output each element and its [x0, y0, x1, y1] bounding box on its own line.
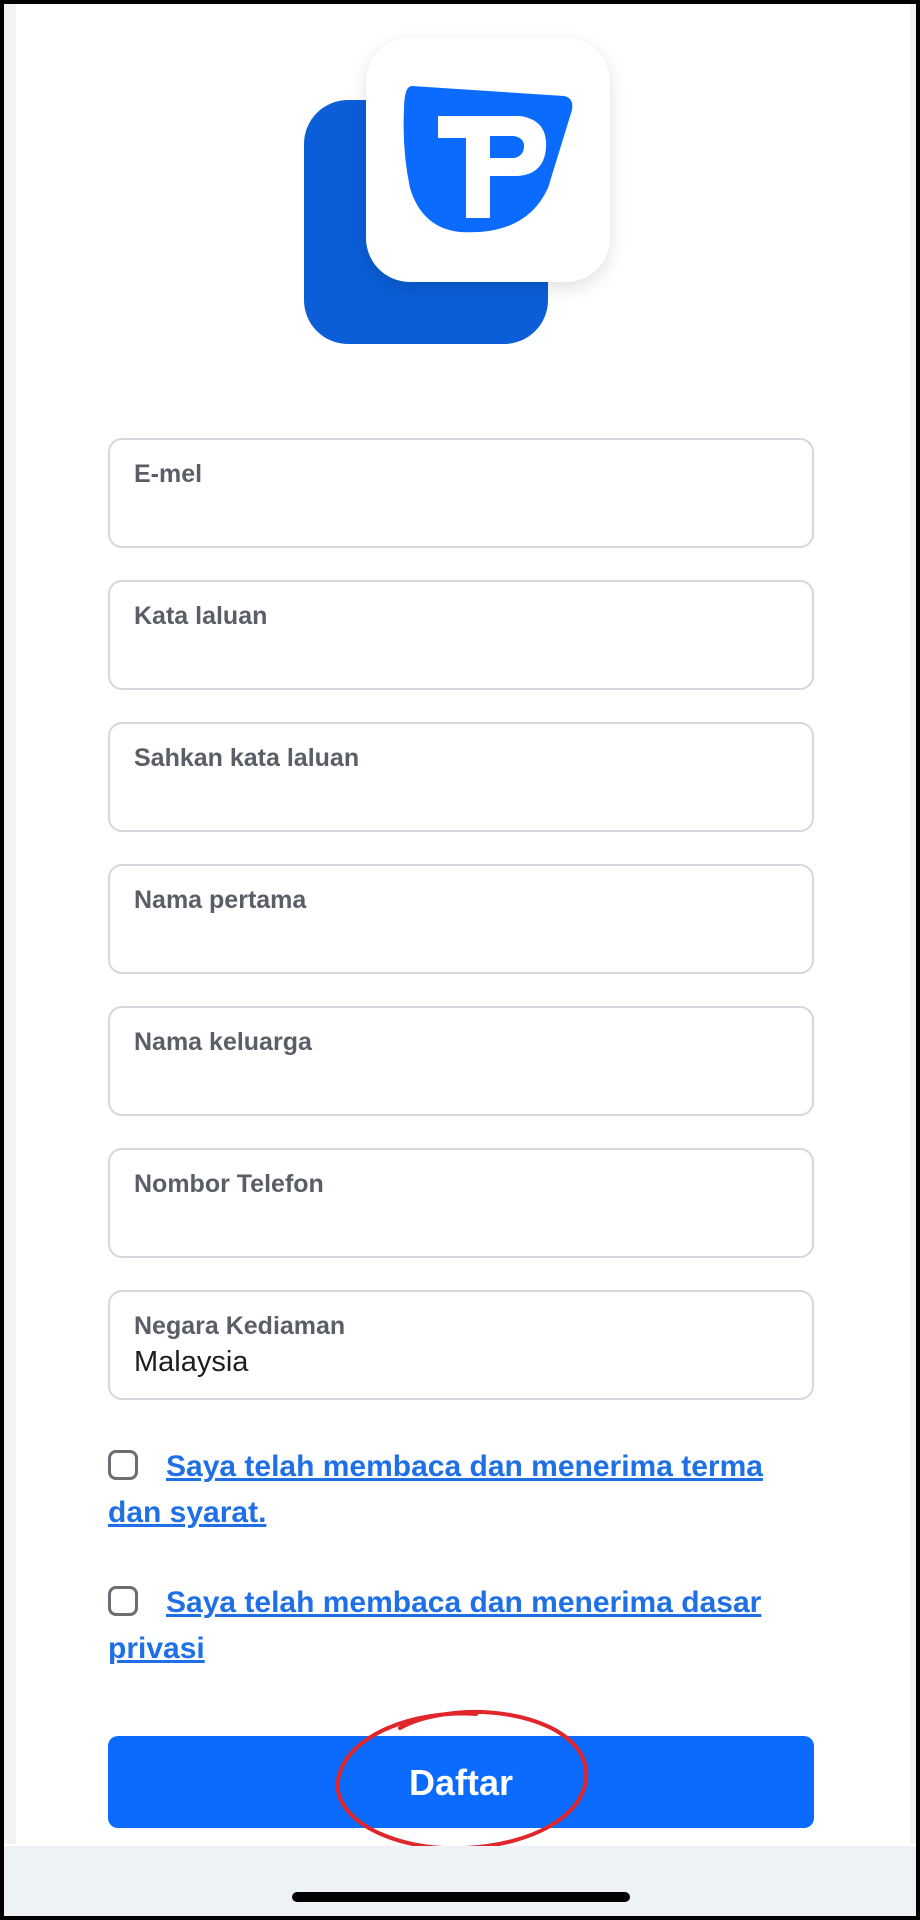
phone-number-label: Nombor Telefon: [134, 1170, 324, 1198]
bottom-bar: [4, 1846, 916, 1916]
p-logo-icon: [400, 80, 576, 242]
first-name-label: Nama pertama: [134, 886, 307, 914]
right-gutter: [910, 4, 916, 1844]
register-button[interactable]: Daftar: [108, 1736, 814, 1828]
registration-form: [108, 438, 814, 1432]
last-name-label: Nama keluarga: [134, 1028, 312, 1056]
email-label: E-mel: [134, 460, 203, 488]
app-logo: [300, 38, 612, 348]
privacy-link[interactable]: Saya telah membaca dan menerima dasar privasi: [108, 1586, 762, 1665]
terms-checkbox[interactable]: [108, 1450, 138, 1480]
confirm-password-label: Sahkan kata laluan: [134, 744, 360, 772]
logo-front-tile: [366, 38, 610, 282]
phone-number-field[interactable]: [108, 1148, 814, 1258]
terms-link[interactable]: Saya telah membaca dan menerima terma dan syarat.: [108, 1450, 763, 1529]
password-field[interactable]: [108, 580, 814, 690]
terms-consent-row: [108, 1444, 808, 1536]
country-of-residence-value: Malaysia: [134, 1346, 249, 1378]
home-indicator[interactable]: [292, 1892, 630, 1902]
last-name-field[interactable]: [108, 1006, 814, 1116]
confirm-password-field[interactable]: [108, 722, 814, 832]
country-of-residence-label: Negara Kediaman: [134, 1312, 346, 1340]
password-label: Kata laluan: [134, 602, 268, 630]
left-gutter: [4, 4, 16, 1844]
privacy-checkbox[interactable]: [108, 1586, 138, 1616]
first-name-field[interactable]: [108, 864, 814, 974]
country-of-residence-select[interactable]: [108, 1290, 814, 1400]
privacy-consent-row: [108, 1580, 808, 1672]
email-field[interactable]: [108, 438, 814, 548]
